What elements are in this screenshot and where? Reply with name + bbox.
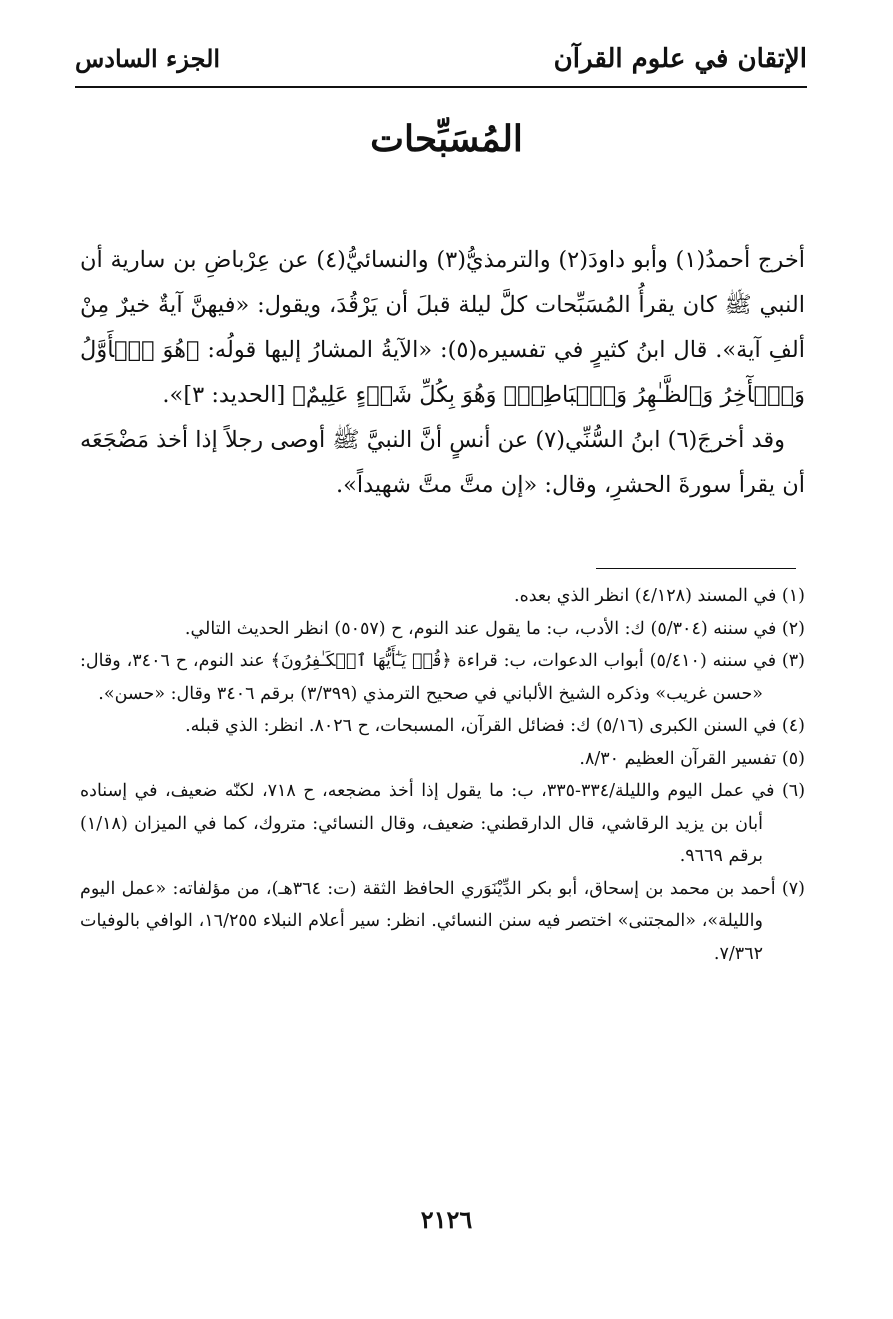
footnote-item: (٣) في سننه (٥/٤١٠) أبواب الدعوات، ب: قراءة ﴿قُلۡ يَـٰٓأَيُّهَا ٱلۡكَـٰفِرُونَ﴾ عند النوم، ح ٣٤٠٦، وقال: «حسن غريب» وذكره الشيخ الألباني في صحيح الترمذي (٣/٣٩٩) برقم ٣٤٠٦ وقال: «حسن». bbox=[80, 651, 805, 704]
footnote-item: (١) في المسند (٤/١٢٨) انظر الذي بعده. bbox=[514, 586, 805, 606]
footnote-item: (٥) تفسير القرآن العظيم ٨/٣٠. bbox=[579, 748, 805, 769]
running-header bbox=[75, 38, 807, 88]
paragraph: أخرج أحمدُ(١) وأبو داودَ(٢) والترمذيُّ(٣) والنسائيُّ(٤) عن عِرْباضِ بن سارية أن النبي ﷺ كان يقرأُ المُسَبِّحات كلَّ ليلة قبلَ أن يَرْقُدَ، ويقول: «فيهنَّ آيةٌ خيرٌ مِنْ ألفِ آية». قال ابنُ كثيرٍ في تفسيره(٥): «الآيةُ المشارُ إليها قولُه: ﴿هُوَ ٱلۡأَوَّلُ وَٱلۡأٓخِرُ وَٱلظَّـٰهِرُ وَٱلۡبَاطِنُۖ وَهُوَ بِكُلِّ شَيۡءٍ عَلِيمٌ﴾ [الحديد: ٣]». bbox=[80, 247, 805, 408]
footnote-item: (٤) في السنن الكبرى (٥/١٦) ك: فضائل القرآن، المسبحات، ح ٨٠٢٦. انظر: الذي قبله. bbox=[185, 716, 805, 736]
footnotes bbox=[80, 580, 805, 970]
footnote-item: (٦) في عمل اليوم والليلة/٣٣٤-٣٣٥، ب: ما يقول إذا أخذ مضجعه، ح ٧١٨، لكنّه ضعيف، في إسناده أبان بن يزيد الرقاشي، قال الدارقطني: ضعيف، وقال النسائي: متروك، كما في الميزان (١/١٨) برقم ٩٦٦٩. bbox=[80, 781, 806, 866]
footnote-item: (٧) أحمد بن محمد بن إسحاق، أبو بكر الدِّيْنَوَري الحافظ الثقة (ت: ٣٦٤هـ)، من مؤلفاته: «عمل اليوم والليلة»، «المجتنى» اختصر فيه سنن النسائي. انظر: سير أعلام النبلاء ١٦/٢٥٥، الوافي بالوفيات ٧/٣٦٢. bbox=[80, 878, 805, 964]
header-divider bbox=[75, 86, 807, 88]
footnote-divider bbox=[596, 568, 796, 569]
main-text bbox=[80, 238, 805, 508]
paragraph: وقد أخرجَ(٦) ابنُ السُّنِّي(٧) عن أنسٍ أنَّ النبيَّ ﷺ أوصى رجلاً إذا أخذ مَضْجَعَه أن يقرأ سورةَ الحشرِ، وقال: «إن متَّ متَّ شهيداً». bbox=[79, 427, 805, 498]
section-title: المُسَبِّحات bbox=[370, 118, 523, 160]
page-number: ٢١٢٦ bbox=[420, 1205, 473, 1234]
volume-label: الجزء السادس bbox=[75, 44, 221, 73]
footnote-item: (٢) في سننه (٥/٣٠٤) ك: الأدب، ب: ما يقول عند النوم، ح (٥٠٥٧) انظر الحديث التالي. bbox=[184, 618, 805, 639]
book-title: الإتقان في علوم القرآن bbox=[553, 44, 807, 74]
